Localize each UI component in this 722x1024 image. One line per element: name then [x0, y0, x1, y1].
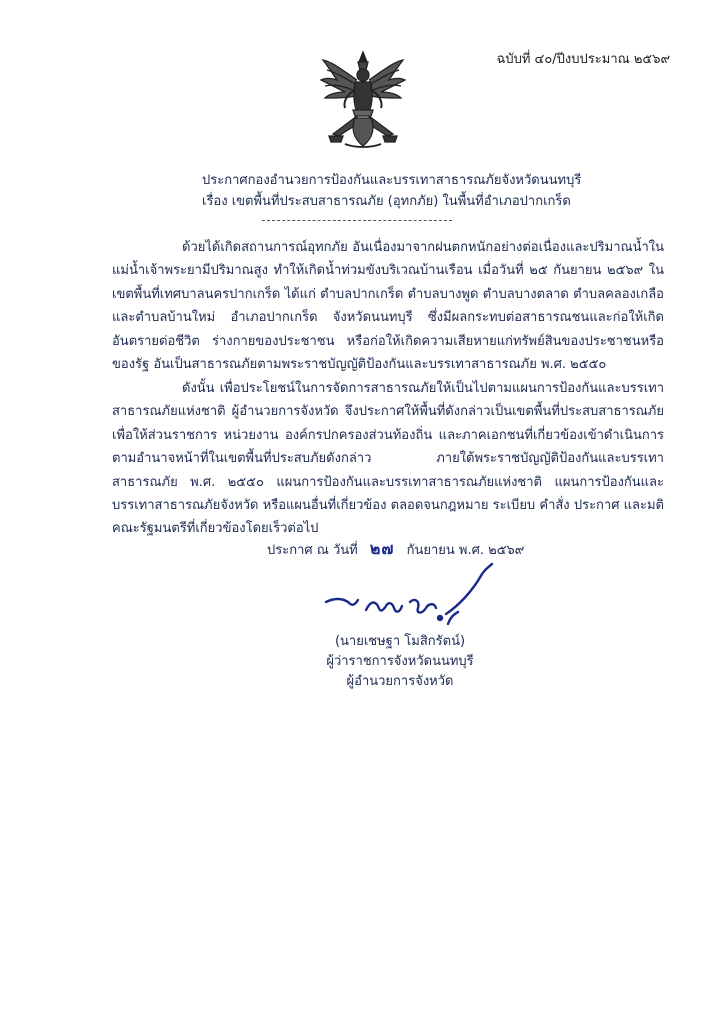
announce-suffix: กันยายน พ.ศ. ๒๕๖๙	[406, 543, 525, 558]
document-number: ฉบับที่ ๔๐/ปีงบประมาณ ๒๕๖๙	[496, 52, 670, 67]
signer-block	[300, 632, 500, 692]
garuda-emblem-icon	[315, 50, 411, 150]
announce-prefix: ประกาศ ณ วันที่	[267, 543, 358, 558]
document-heading	[202, 170, 581, 212]
signer-position-1: ผู้ว่าราชการจังหวัดนนทบุรี	[326, 654, 474, 669]
announce-day: ๒๗	[369, 539, 395, 558]
signer-name: (นายเชษฐา โมสิกรัตน์)	[334, 634, 466, 649]
announcement-date	[267, 537, 524, 562]
issuer-line: ประกาศกองอำนวยการป้องกันและบรรเทาสาธารณภัยจังหวัดนนทบุรี	[202, 173, 582, 188]
paragraph-1: ด้วยได้เกิดสถานการณ์อุทกภัย อันเนื่องมาจากฝนตกหนักอย่างต่อเนื่องและปริมาณน้ำในแม่น้ำเจ้าพระยามีปริมาณสูง ทำให้เกิดน้ำท่วมขังบริเวณบ้านเรือน เมื่อวันที่ ๒๕ กันยายน ๒๕๖๙ ในเขตพื้นที่เทศบาลนครปากเกร็ด ได้แก่ ตำบลปากเกร็ด ตำบลบางพูด ตำบลบางตลาด ตำบลคลองเกลือ และตำบลบ้านใหม่ อำเภอปากเกร็ด จังหวัดนนทบุรี ซึ่งมีผลกระทบต่อสาธารณชนและก่อให้เกิดอันตรายต่อชีวิต ร่างกายของประชาชน หรือก่อให้เกิดความเสียหายแก่ทรัพย์สินของประชาชนหรือของรัฐ อันเป็นสาธารณภัยตามพระราชบัญญัติป้องกันและบรรเทาสาธารณภัย พ.ศ. ๒๕๕๐	[112, 240, 664, 373]
paragraph-2: ดังนั้น เพื่อประโยชน์ในการจัดการสาธารณภัยให้เป็นไปตามแผนการป้องกันและบรรเทาสาธารณภัยแห่งชาติ ผู้อำนวยการจังหวัด จึงประกาศให้พื้นที่ดังกล่าวเป็นเขตพื้นที่ประสบสาธารณภัย เพื่อให้ส่วนราชการ หน่วยงาน องค์กรปกครองส่วนท้องถิ่น และภาคเอกชนที่เกี่ยวข้องเข้าดำเนินการตามอำนาจหน้าที่ในเขตพื้นที่ประสบภัยดังกล่าว ภายใต้พระราชบัญญัติป้องกันและบรรเทาสาธารณภัย พ.ศ. ๒๕๕๐ แผนการป้องกันและบรรเทาสาธารณภัยแห่งชาติ แผนการป้องกันและบรรเทาสาธารณภัยจังหวัด หรือแผนอื่นที่เกี่ยวข้อง ตลอดจนกฎหมาย ระเบียบ คำสั่ง ประกาศ และมติคณะรัฐมนตรีที่เกี่ยวข้องโดยเร็วต่อไป	[112, 381, 664, 537]
subject-line: เรื่อง เขตพื้นที่ประสบสาธารณภัย (อุทกภัย) ในพื้นที่อำเภอปากเกร็ด	[202, 194, 571, 209]
handwritten-signature	[322, 562, 512, 632]
signer-position-2: ผู้อำนวยการจังหวัด	[346, 674, 454, 689]
heading-divider	[262, 220, 452, 221]
